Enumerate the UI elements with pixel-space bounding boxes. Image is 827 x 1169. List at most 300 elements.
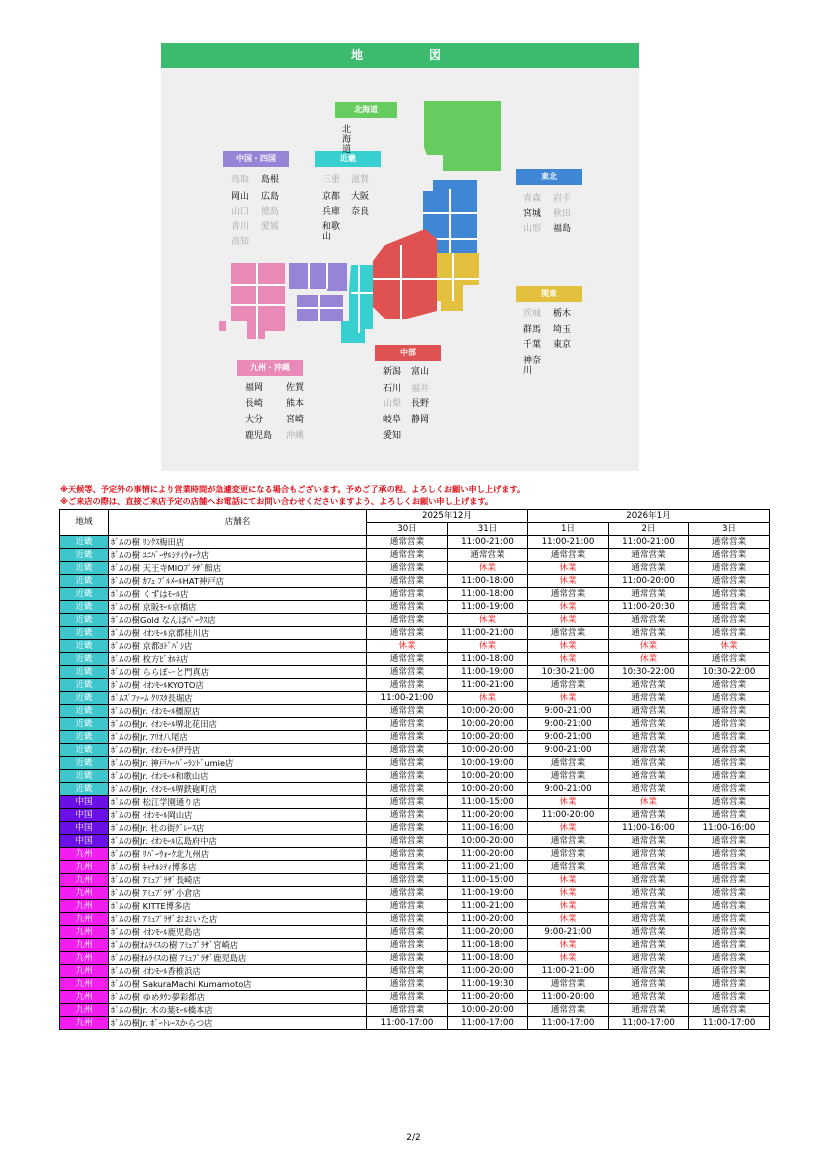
hours-cell: 通常営業 <box>689 796 770 809</box>
area-cell: 九州 <box>60 861 109 874</box>
table-row <box>60 549 770 562</box>
hours-cell: 休業 <box>528 887 609 900</box>
hours-cell: 11:00-19:30 <box>448 978 528 991</box>
area-cell: 近畿 <box>60 588 109 601</box>
hours-cell: 9:00-21:00 <box>528 705 609 718</box>
hours-cell: 11:00-18:00 <box>448 575 528 588</box>
header-day-2: 2日 <box>609 523 689 536</box>
hours-cell: 通常営業 <box>689 549 770 562</box>
hours-cell: 10:00-20:00 <box>448 783 528 796</box>
header-day-1: 1日 <box>528 523 609 536</box>
table-row <box>60 757 770 770</box>
hours-cell: 通常営業 <box>448 549 528 562</box>
hours-cell: 通常営業 <box>609 991 689 1004</box>
area-cell: 九州 <box>60 887 109 900</box>
hours-cell: 通常営業 <box>367 913 448 926</box>
hours-cell: 通常営業 <box>609 588 689 601</box>
pref-nagano: 長野 <box>411 399 430 409</box>
hours-cell: 通常営業 <box>609 900 689 913</box>
pref-shizuoka: 静岡 <box>411 415 430 425</box>
pref-hyogo: 兵庫 <box>322 207 341 217</box>
table-row <box>60 926 770 939</box>
hours-cell: 通常営業 <box>689 900 770 913</box>
hours-cell: 休業 <box>528 952 609 965</box>
hours-cell: 通常営業 <box>367 731 448 744</box>
pref-tokushima: 徳島 <box>261 207 280 217</box>
hours-cell: 11:00-16:00 <box>609 822 689 835</box>
pref-fukushima: 福島 <box>553 224 572 234</box>
hours-cell: 通常営業 <box>367 861 448 874</box>
hours-cell: 10:00-20:00 <box>448 770 528 783</box>
table-row <box>60 1017 770 1030</box>
pref-hiroshima: 広島 <box>261 192 280 202</box>
table-row <box>60 601 770 614</box>
store-name-cell: ﾎﾞﾑの樹Gold なんばﾊﾟｰｸｽ店 <box>109 614 367 627</box>
pref-miyazaki: 宮崎 <box>286 415 305 425</box>
pref-yamagata: 山形 <box>523 224 542 234</box>
pref-aichi: 愛知 <box>383 431 402 441</box>
header-month-jan-2026: 2026年1月 <box>528 510 770 523</box>
pref-toyama: 富山 <box>411 367 430 377</box>
hours-cell: 11:00-20:00 <box>609 575 689 588</box>
hours-cell: 通常営業 <box>367 705 448 718</box>
table-row <box>60 692 770 705</box>
store-name-cell: ﾎﾞﾑの樹Jr. 神戸ﾊｰﾊﾞｰﾗﾝﾄﾞumie店 <box>109 757 367 770</box>
pref-shimane: 島根 <box>261 175 280 185</box>
hours-cell: 休業 <box>528 822 609 835</box>
hours-cell: 通常営業 <box>609 549 689 562</box>
hours-cell: 通常営業 <box>689 783 770 796</box>
hours-cell: 11:00-15:00 <box>448 796 528 809</box>
hours-cell: 通常営業 <box>689 770 770 783</box>
hours-cell: 通常営業 <box>367 822 448 835</box>
store-name-cell: ﾎﾞﾑの樹 京阪ﾓｰﾙ京橋店 <box>109 601 367 614</box>
hours-cell: 通常営業 <box>609 679 689 692</box>
area-cell: 九州 <box>60 1017 109 1030</box>
pref-tokyo: 東京 <box>553 340 572 350</box>
hours-cell: 通常営業 <box>609 1004 689 1017</box>
hours-cell: 11:00-21:00 <box>609 536 689 549</box>
hours-cell: 通常営業 <box>367 601 448 614</box>
hours-cell: 通常営業 <box>689 757 770 770</box>
hours-cell: 11:00-20:00 <box>448 913 528 926</box>
area-cell: 九州 <box>60 978 109 991</box>
pref-tochigi: 栃木 <box>553 309 572 319</box>
hours-cell: 10:30-22:00 <box>609 666 689 679</box>
header-day-31: 31日 <box>448 523 528 536</box>
store-name-cell: ﾎﾞﾑの樹 SakuraMachi Kumamoto店 <box>109 978 367 991</box>
pref-saga: 佐賀 <box>286 383 305 393</box>
area-cell: 近畿 <box>60 692 109 705</box>
hours-cell: 通常営業 <box>367 536 448 549</box>
hours-cell: 通常営業 <box>609 705 689 718</box>
pref-ehime: 愛媛 <box>261 222 280 232</box>
area-cell: 近畿 <box>60 770 109 783</box>
pref-kumamoto: 熊本 <box>286 399 305 409</box>
table-row <box>60 965 770 978</box>
hours-cell: 11:00-18:00 <box>448 952 528 965</box>
map-area-hokkaido <box>424 101 501 171</box>
area-cell: 九州 <box>60 952 109 965</box>
pref-kagawa: 香川 <box>231 222 250 232</box>
hours-cell: 通常営業 <box>689 809 770 822</box>
hours-cell: 通常営業 <box>367 887 448 900</box>
store-name-cell: ﾎﾞﾑの樹 ﾘﾝｸｽ梅田店 <box>109 536 367 549</box>
hours-cell: 通常営業 <box>689 627 770 640</box>
header-day-30: 30日 <box>367 523 448 536</box>
hours-cell: 通常営業 <box>367 939 448 952</box>
hours-cell: 休業 <box>528 900 609 913</box>
region-label-chubu: 中部 <box>375 345 441 361</box>
table-row <box>60 640 770 653</box>
pref-ibaraki: 茨城 <box>523 309 542 319</box>
pref-fukuoka: 福岡 <box>245 383 264 393</box>
store-name-cell: ﾎﾞﾑの樹 枚方ﾋﾞｵﾙﾈ店 <box>109 653 367 666</box>
table-row <box>60 939 770 952</box>
hours-cell: 休業 <box>448 640 528 653</box>
area-cell: 九州 <box>60 965 109 978</box>
store-name-cell: ﾎﾞﾑの樹 ｷｬﾅﾙｼﾃｨ博多店 <box>109 861 367 874</box>
hours-cell: 休業 <box>609 796 689 809</box>
table-row <box>60 913 770 926</box>
pref-iwate: 岩手 <box>553 194 572 204</box>
hours-cell: 通常営業 <box>367 718 448 731</box>
hours-cell: 通常営業 <box>367 562 448 575</box>
hours-cell: 通常営業 <box>689 575 770 588</box>
store-name-cell: ﾎﾞﾑの樹 京都ﾖﾄﾞﾊﾞｼ店 <box>109 640 367 653</box>
hours-cell: 通常営業 <box>528 978 609 991</box>
store-name-cell: ﾎﾞﾑの樹ｵﾑﾗｲｽの樹 ｱﾐｭﾌﾟﾗｻﾞ宮崎店 <box>109 939 367 952</box>
hours-cell: 11:00-20:30 <box>609 601 689 614</box>
hours-cell: 11:00-20:00 <box>528 991 609 1004</box>
hours-cell: 通常営業 <box>367 549 448 562</box>
area-cell: 九州 <box>60 900 109 913</box>
hours-cell: 通常営業 <box>609 874 689 887</box>
hours-cell: 10:30-21:00 <box>528 666 609 679</box>
area-cell: 中国 <box>60 809 109 822</box>
store-name-cell: ﾎﾞﾑの樹Jr. 木の葉ﾓｰﾙ橋本店 <box>109 1004 367 1017</box>
store-name-cell: ﾎﾞﾑの樹 ﾘﾊﾞｰｳｫｰｸ北九州店 <box>109 848 367 861</box>
hours-cell: 11:00-21:00 <box>448 900 528 913</box>
store-name-cell: ﾎﾞﾑの樹 ｲｵﾝﾓｰﾙ岡山店 <box>109 809 367 822</box>
area-cell: 九州 <box>60 1004 109 1017</box>
store-name-cell: ﾎﾞﾑの樹Jr. ｱﾘｵ八尾店 <box>109 731 367 744</box>
table-row <box>60 653 770 666</box>
table-row <box>60 1004 770 1017</box>
hours-cell: 通常営業 <box>609 965 689 978</box>
table-row <box>60 731 770 744</box>
hours-cell: 通常営業 <box>367 653 448 666</box>
pref-kagoshima: 鹿児島 <box>245 431 273 441</box>
area-cell: 近畿 <box>60 575 109 588</box>
area-cell: 近畿 <box>60 744 109 757</box>
hours-cell: 通常営業 <box>367 666 448 679</box>
area-cell: 九州 <box>60 848 109 861</box>
hours-cell: 通常営業 <box>689 939 770 952</box>
hours-cell: 通常営業 <box>609 913 689 926</box>
area-cell: 中国 <box>60 835 109 848</box>
pref-okayama: 岡山 <box>231 192 250 202</box>
hours-cell: 通常営業 <box>609 562 689 575</box>
table-row <box>60 705 770 718</box>
pref-niigata: 新潟 <box>383 367 402 377</box>
pref-miyagi: 宮城 <box>523 209 542 219</box>
hours-cell: 通常営業 <box>689 952 770 965</box>
pref-wakayama: 和歌山 <box>322 222 341 242</box>
map-title-char-1: 地 <box>351 48 364 62</box>
hours-cell: 通常営業 <box>367 1004 448 1017</box>
pref-tottori: 鳥取 <box>231 175 250 185</box>
area-cell: 近畿 <box>60 640 109 653</box>
table-row <box>60 666 770 679</box>
hours-cell: 通常営業 <box>609 770 689 783</box>
hours-cell: 通常営業 <box>367 757 448 770</box>
hours-cell: 通常営業 <box>609 978 689 991</box>
region-label-tohoku: 東北 <box>516 169 582 185</box>
hours-cell: 通常営業 <box>367 744 448 757</box>
area-cell: 近畿 <box>60 666 109 679</box>
hours-cell: 通常営業 <box>689 601 770 614</box>
area-cell: 中国 <box>60 796 109 809</box>
hours-cell: 通常営業 <box>609 614 689 627</box>
store-name-cell: ﾎﾞﾑの樹Jr. ｲｵﾝﾓｰﾙ和歌山店 <box>109 770 367 783</box>
hours-cell: 通常営業 <box>689 653 770 666</box>
hours-cell: 通常営業 <box>528 549 609 562</box>
table-row <box>60 848 770 861</box>
hours-cell: 通常営業 <box>689 965 770 978</box>
table-row <box>60 575 770 588</box>
region-label-kyushu-okinawa: 九州・沖縄 <box>237 360 303 376</box>
hours-cell: 通常営業 <box>689 562 770 575</box>
hours-cell: 11:00-21:00 <box>448 679 528 692</box>
hours-cell: 休業 <box>528 913 609 926</box>
hours-cell: 11:00-21:00 <box>448 536 528 549</box>
table-row <box>60 978 770 991</box>
area-cell: 近畿 <box>60 705 109 718</box>
hours-cell: 10:30-22:00 <box>689 666 770 679</box>
store-name-cell: ﾎﾞﾑの樹 松江学園通り店 <box>109 796 367 809</box>
store-name-cell: ﾎﾞﾑの樹Jr. ｲｵﾝﾓｰﾙ堺鉄砲町店 <box>109 783 367 796</box>
table-row <box>60 952 770 965</box>
pref-chiba: 千葉 <box>523 340 542 350</box>
hours-cell: 通常営業 <box>367 835 448 848</box>
area-cell: 近畿 <box>60 783 109 796</box>
hours-cell: 休業 <box>448 692 528 705</box>
store-name-cell: ﾎﾞﾑの樹Jr. ｲｵﾝﾓｰﾙ広島府中店 <box>109 835 367 848</box>
table-row <box>60 874 770 887</box>
table-row <box>60 991 770 1004</box>
hours-cell: 通常営業 <box>609 627 689 640</box>
hours-cell: 通常営業 <box>689 926 770 939</box>
pref-akita: 秋田 <box>553 209 572 219</box>
hours-cell: 通常営業 <box>367 588 448 601</box>
area-cell: 九州 <box>60 926 109 939</box>
table-row <box>60 679 770 692</box>
pref-gunma: 群馬 <box>523 325 542 335</box>
store-name-cell: ﾎﾞﾑの樹 ｲｵﾝﾓｰﾙKYOTO店 <box>109 679 367 692</box>
map-area-kyushu-okinawa <box>219 263 285 339</box>
pref-kyoto: 京都 <box>322 192 341 202</box>
table-row <box>60 627 770 640</box>
hours-cell: 11:00-19:00 <box>448 601 528 614</box>
store-name-cell: ﾎﾞﾑの樹 ﾕﾆﾊﾞｰｻﾙｼﾃｨｳｫｰｸ店 <box>109 549 367 562</box>
table-row <box>60 770 770 783</box>
store-name-cell: ﾎﾞﾑの樹Jr. 杜の街ｸﾞﾚｰｽ店 <box>109 822 367 835</box>
hours-cell: 休業 <box>609 640 689 653</box>
hours-cell: 11:00-21:00 <box>448 861 528 874</box>
hours-cell: 通常営業 <box>609 835 689 848</box>
header-month-dec-2025: 2025年12月 <box>367 510 528 523</box>
area-cell: 九州 <box>60 913 109 926</box>
hours-cell: 通常営業 <box>689 978 770 991</box>
area-cell: 九州 <box>60 939 109 952</box>
hours-cell: 休業 <box>528 939 609 952</box>
region-label-chugoku-shikoku: 中国・四国 <box>223 151 289 167</box>
area-cell: 九州 <box>60 874 109 887</box>
hours-cell: 休業 <box>528 614 609 627</box>
table-row <box>60 588 770 601</box>
hours-cell: 9:00-21:00 <box>528 926 609 939</box>
area-cell: 近畿 <box>60 614 109 627</box>
table-row <box>60 835 770 848</box>
hours-cell: 11:00-17:00 <box>609 1017 689 1030</box>
pref-osaka: 大阪 <box>351 192 370 202</box>
map-title-char-2: 図 <box>429 48 442 62</box>
hours-cell: 9:00-21:00 <box>528 718 609 731</box>
hours-cell: 通常営業 <box>689 692 770 705</box>
area-cell: 近畿 <box>60 562 109 575</box>
holiday-hours-table <box>59 509 770 1030</box>
hours-cell: 通常営業 <box>367 809 448 822</box>
pref-aomori: 青森 <box>523 194 542 204</box>
area-cell: 九州 <box>60 991 109 1004</box>
hours-cell: 休業 <box>528 653 609 666</box>
hours-cell: 通常営業 <box>689 887 770 900</box>
table-row <box>60 796 770 809</box>
pref-oita: 大分 <box>245 415 264 425</box>
area-cell: 近畿 <box>60 757 109 770</box>
hours-cell: 休業 <box>528 692 609 705</box>
pref-yamaguchi: 山口 <box>231 207 250 217</box>
store-name-cell: ﾎﾞﾑの樹ｵﾑﾗｲｽの樹 ｱﾐｭﾌﾟﾗｻﾞ鹿児島店 <box>109 952 367 965</box>
hours-cell: 通常営業 <box>528 848 609 861</box>
table-row <box>60 536 770 549</box>
hours-cell: 10:00-20:00 <box>448 744 528 757</box>
hours-cell: 通常営業 <box>689 848 770 861</box>
hours-cell: 11:00-20:00 <box>448 809 528 822</box>
store-name-cell: ﾎﾞﾑの樹 ｱﾐｭﾌﾟﾗｻﾞ小倉店 <box>109 887 367 900</box>
hours-cell: 通常営業 <box>689 744 770 757</box>
hours-cell: 通常営業 <box>689 835 770 848</box>
hours-cell: 通常営業 <box>367 926 448 939</box>
hours-cell: 10:00-20:00 <box>448 731 528 744</box>
pref-gifu: 岐阜 <box>383 415 402 425</box>
hours-cell: 休業 <box>689 640 770 653</box>
table-row <box>60 614 770 627</box>
area-cell: 近畿 <box>60 731 109 744</box>
hours-cell: 通常営業 <box>528 679 609 692</box>
hours-cell: 休業 <box>528 601 609 614</box>
hours-cell: 9:00-21:00 <box>528 731 609 744</box>
hours-cell: 休業 <box>528 562 609 575</box>
hours-cell: 通常営業 <box>367 614 448 627</box>
hours-cell: 通常営業 <box>609 809 689 822</box>
table-row <box>60 822 770 835</box>
hours-cell: 通常営業 <box>528 1004 609 1017</box>
hours-cell: 通常営業 <box>367 770 448 783</box>
hours-cell: 11:00-18:00 <box>448 588 528 601</box>
hours-cell: 通常営業 <box>528 757 609 770</box>
store-name-cell: ﾎﾞﾑの樹Jr. ｲｵﾝﾓｰﾙ橿原店 <box>109 705 367 718</box>
hours-cell: 通常営業 <box>528 588 609 601</box>
pref-ishikawa: 石川 <box>383 384 402 394</box>
hours-cell: 10:00-20:00 <box>448 705 528 718</box>
pref-saitama: 埼玉 <box>553 325 572 335</box>
store-name-cell: ﾎﾞﾑの樹 KITTE博多店 <box>109 900 367 913</box>
store-name-cell: ﾎﾞﾑの樹 ｱﾐｭﾌﾟﾗｻﾞおおいた店 <box>109 913 367 926</box>
pref-okinawa: 沖縄 <box>286 431 305 441</box>
hours-cell: 通常営業 <box>689 536 770 549</box>
table-row <box>60 718 770 731</box>
store-name-cell: ﾎﾞﾑの樹 ｱﾐｭﾌﾟﾗｻﾞ長崎店 <box>109 874 367 887</box>
area-cell: 近畿 <box>60 549 109 562</box>
hours-cell: 9:00-21:00 <box>528 744 609 757</box>
hours-cell: 11:00-20:00 <box>448 926 528 939</box>
hours-cell: 通常営業 <box>367 991 448 1004</box>
pref-yamanashi: 山梨 <box>383 399 402 409</box>
pref-nara: 奈良 <box>351 207 370 217</box>
hours-cell: 11:00-21:00 <box>367 692 448 705</box>
header-area: 地域 <box>60 510 109 536</box>
hours-cell: 11:00-21:00 <box>528 965 609 978</box>
hours-cell: 通常営業 <box>689 705 770 718</box>
hours-cell: 11:00-17:00 <box>367 1017 448 1030</box>
hours-cell: 通常営業 <box>689 861 770 874</box>
hours-cell: 休業 <box>448 614 528 627</box>
hours-cell: 11:00-17:00 <box>689 1017 770 1030</box>
hours-cell: 10:00-20:00 <box>448 1004 528 1017</box>
hours-cell: 休業 <box>609 653 689 666</box>
hours-cell: 通常営業 <box>367 900 448 913</box>
hours-cell: 11:00-19:00 <box>448 666 528 679</box>
store-name-cell: ﾎﾞﾑの樹Jr. ﾎﾞｰﾄﾚｰｽからつ店 <box>109 1017 367 1030</box>
hours-cell: 11:00-19:00 <box>448 887 528 900</box>
hours-cell: 通常営業 <box>609 848 689 861</box>
hours-cell: 通常営業 <box>609 731 689 744</box>
area-cell: 近畿 <box>60 679 109 692</box>
hours-cell: 通常営業 <box>689 679 770 692</box>
pref-fukui: 福井 <box>411 384 430 394</box>
hours-cell: 通常営業 <box>689 991 770 1004</box>
table-row <box>60 783 770 796</box>
pref-mie: 三重 <box>322 175 341 185</box>
hours-cell: 通常営業 <box>367 848 448 861</box>
store-name-cell: ﾎﾞﾑの樹 ららぽーと門真店 <box>109 666 367 679</box>
hours-cell: 通常営業 <box>689 874 770 887</box>
store-name-cell: ﾎﾞﾑの樹 ｲｵﾝﾓｰﾙ京都桂川店 <box>109 627 367 640</box>
hours-cell: 11:00-21:00 <box>448 627 528 640</box>
hours-cell: 通常営業 <box>367 783 448 796</box>
hours-cell: 通常営業 <box>528 627 609 640</box>
hours-cell: 通常営業 <box>609 861 689 874</box>
hours-cell: 通常営業 <box>367 874 448 887</box>
area-cell: 近畿 <box>60 627 109 640</box>
pref-shiga: 滋賀 <box>351 175 370 185</box>
area-cell: 近畿 <box>60 601 109 614</box>
hours-cell: 11:00-20:00 <box>448 848 528 861</box>
hours-cell: 休業 <box>528 796 609 809</box>
hours-cell: 通常営業 <box>609 692 689 705</box>
